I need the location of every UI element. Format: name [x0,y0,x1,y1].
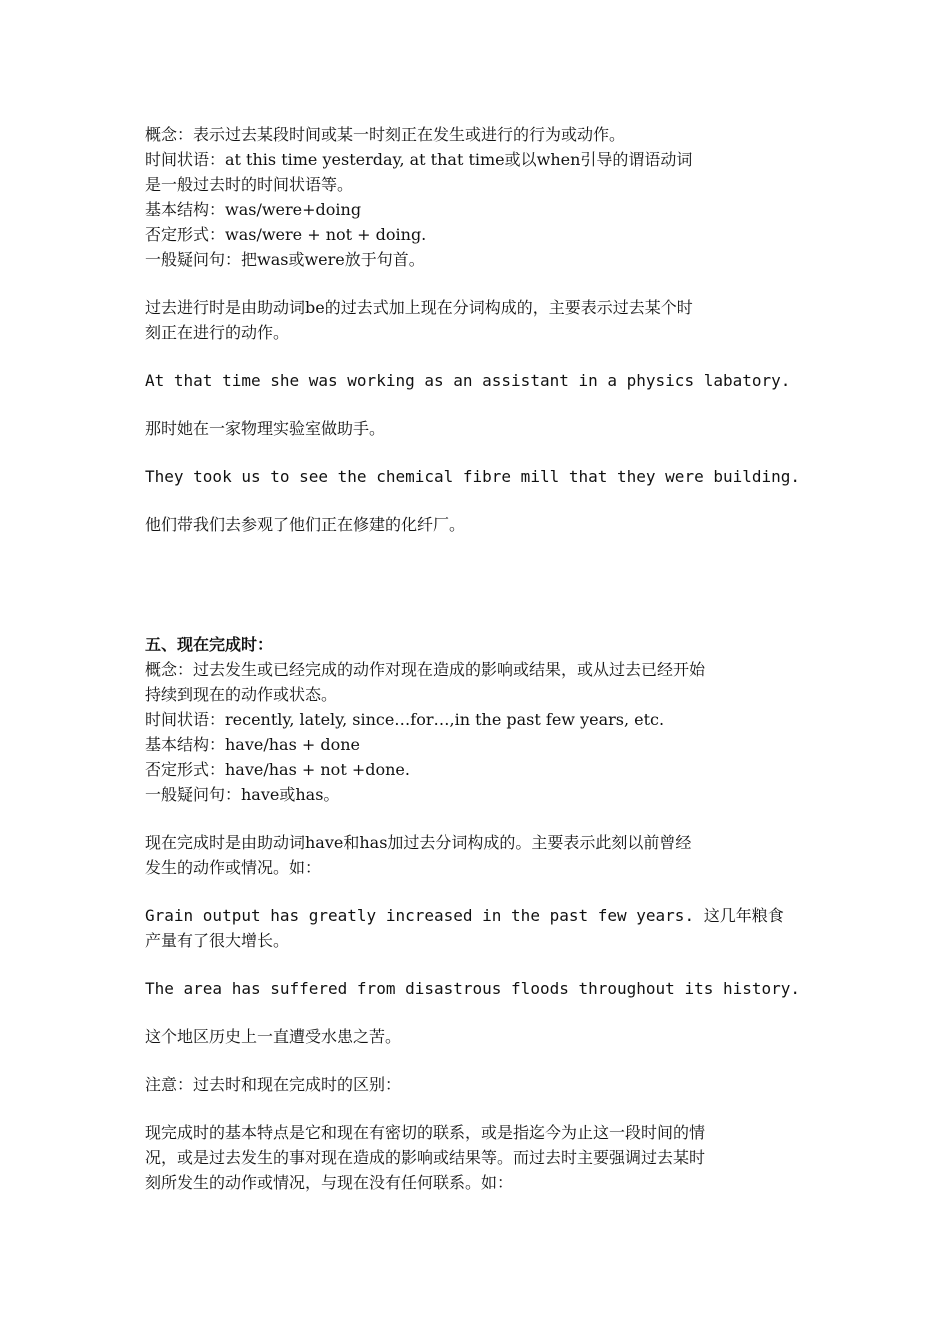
example-sentence-cn: 这个地区历史上一直遭受水患之苦。 [145,1027,402,1046]
note-explanation: 现完成时的基本特点是它和现在有密切的联系，或是指迄今为止这一段时间的情 [145,1123,706,1142]
spacer [145,1001,815,1024]
present-perfect-negative: 否定形式：have/has + not +done. [145,760,410,779]
spacer [145,537,815,632]
past-progressive-question: 一般疑问句：把was或were放于句首。 [145,250,425,269]
example-sentence-cn: 他们带我们去参观了他们正在修建的化纤厂。 [145,515,466,534]
spacer [145,393,815,416]
note-explanation-cont: 刻所发生的动作或情况，与现在没有任何联系。如： [145,1173,514,1192]
spacer [145,1097,815,1120]
spacer [145,441,815,464]
spacer [145,953,815,976]
present-perfect-concept: 概念：过去发生或已经完成的动作对现在造成的影响或结果，或从过去已经开始 [145,660,706,679]
past-progressive-negative: 否定形式：was/were + not + doing. [145,225,427,244]
document-page [145,122,815,1195]
spacer [145,345,815,368]
present-perfect-structure: 基本结构：have/has + done [145,735,361,754]
example-sentence-mixed-cont: 产量有了很大增长。 [145,931,290,950]
example-sentence-en: The area has suffered from disastrous floods throughout its history. [145,979,801,998]
spacer [145,807,815,830]
example-sentence-mixed: Grain output has greatly increased in the past few years. 这几年粮食 [145,906,784,925]
example-sentence-en: At that time she was working as an assistant in a physics labatory. [145,371,791,390]
example-sentence-en: They took us to see the chemical fibre mill that they were building. [145,467,801,486]
past-progressive-explanation-cont: 刻正在进行的动作。 [145,323,290,342]
present-perfect-explanation: 现在完成时是由助动词have和has加过去分词构成的。主要表示此刻以前曾经 [145,833,692,852]
spacer [145,489,815,512]
past-progressive-time-adverbial-cont: 是一般过去时的时间状语等。 [145,175,354,194]
section-heading: 五、现在完成时： [145,635,274,654]
past-progressive-time-adverbial: 时间状语：at this time yesterday, at that time或以when引导的谓语动词 [145,150,693,169]
example-sentence-cn: 那时她在一家物理实验室做助手。 [145,419,386,438]
present-perfect-time-adverbial: 时间状语：recently, lately, since…for…,in the past few years, etc. [145,710,665,729]
note-explanation-cont: 况，或是过去发生的事对现在造成的影响或结果等。而过去时主要强调过去某时 [145,1148,706,1167]
past-progressive-concept: 概念：表示过去某段时间或某一时刻正在发生或进行的行为或动作。 [145,125,626,144]
present-perfect-question: 一般疑问句：have或has。 [145,785,340,804]
spacer [145,1049,815,1072]
present-perfect-explanation-cont: 发生的动作或情况。如： [145,858,322,877]
past-progressive-structure: 基本结构：was/were+doing [145,200,362,219]
present-perfect-concept-cont: 持续到现在的动作或状态。 [145,685,338,704]
spacer [145,880,815,903]
note-title: 注意：过去时和现在完成时的区别： [145,1075,402,1094]
spacer [145,272,815,295]
past-progressive-explanation: 过去进行时是由助动词be的过去式加上现在分词构成的，主要表示过去某个时 [145,298,693,317]
